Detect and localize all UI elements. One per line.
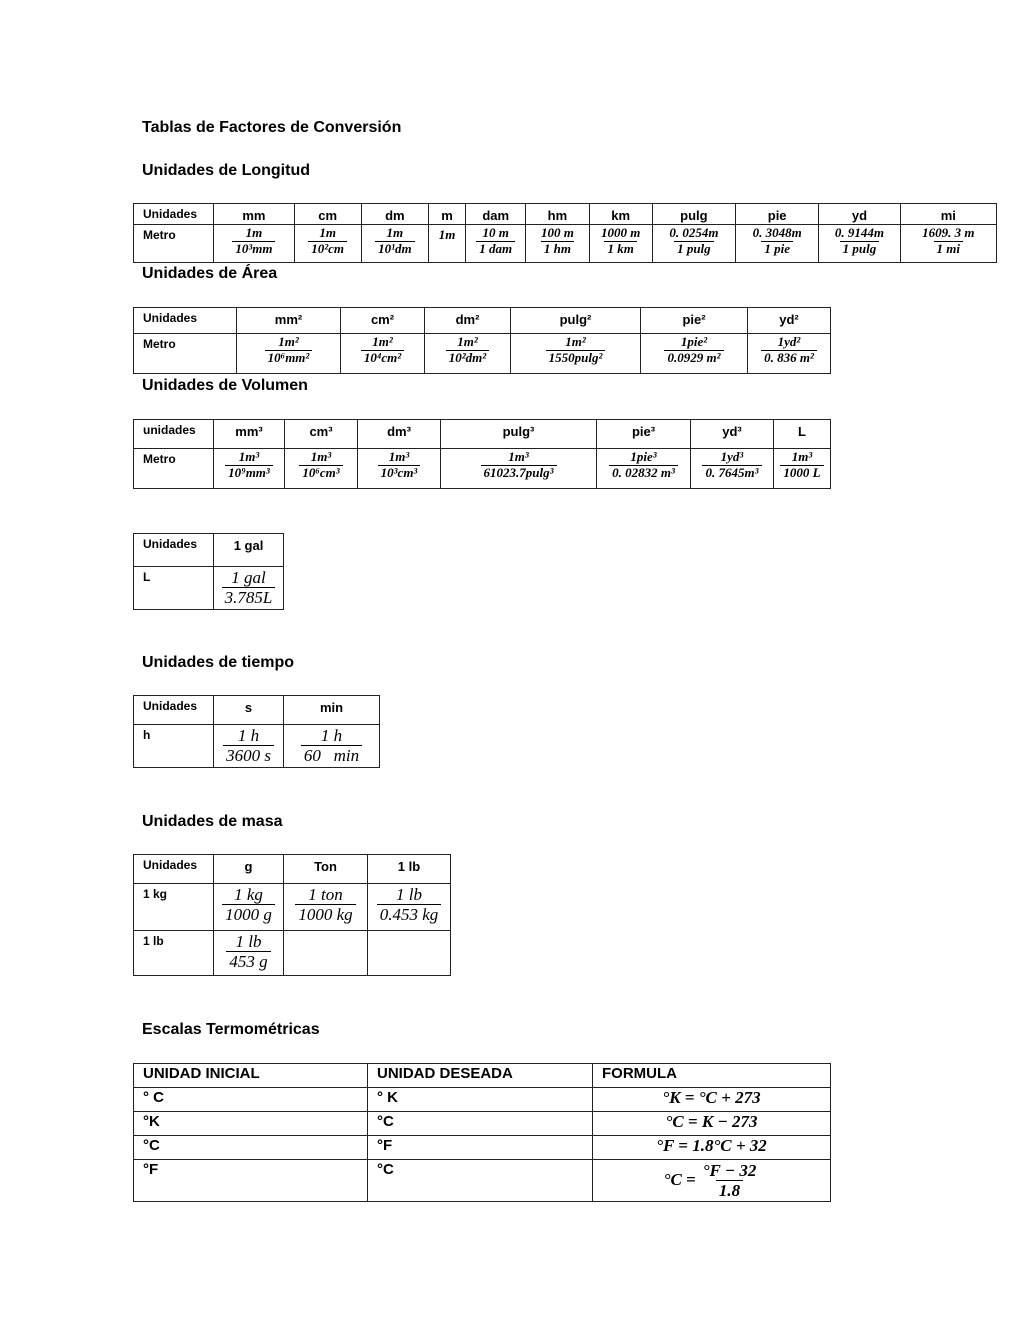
temperatura-row	[134, 1160, 831, 1202]
fraction-denominator: 0. 7645m³	[702, 465, 761, 481]
fraction-denominator: 10⁶mm²	[265, 350, 313, 366]
fraction-denominator: 1.8	[716, 1180, 743, 1200]
masa-heading: Unidades de masa	[142, 813, 283, 830]
conversion-fraction	[666, 225, 721, 256]
fraction-denominator: 10³mm	[232, 241, 275, 257]
volumen-factor-row	[134, 449, 831, 489]
area-header-row	[134, 308, 831, 334]
document-title: Tablas de Factores de Conversión	[142, 119, 402, 136]
conversion-fraction	[664, 334, 723, 365]
fraction-denominator: 61023.7pulg³	[481, 465, 557, 481]
unit-header: 1 gal	[214, 534, 284, 567]
formula-fraction	[664, 1160, 760, 1200]
fraction-numerator: 0. 0254m	[669, 225, 719, 240]
row-label-h: h	[134, 725, 214, 768]
conversion-value: 1m	[438, 227, 456, 242]
unit-header: pie	[736, 204, 819, 225]
fraction-numerator: 1 ton	[308, 885, 343, 904]
conversion-fraction	[761, 334, 817, 365]
fraction-denominator: 1 pulg	[674, 241, 714, 257]
conversion-fraction	[301, 725, 362, 765]
fraction-denominator: 0.0929 m²	[664, 350, 723, 366]
fraction-numerator: 1 h	[320, 726, 343, 745]
fraction-numerator: 1m²	[372, 334, 393, 349]
unit-header: L	[774, 420, 831, 449]
fraction-numerator: 1yd²	[777, 334, 801, 349]
fraction-denominator: 1000 L	[780, 465, 823, 481]
fraction-denominator: 10⁶cm³	[299, 465, 342, 481]
fraction-numerator: 1m	[386, 225, 404, 240]
fraction-denominator: 1 pie	[761, 241, 793, 257]
row-label-l: L	[134, 567, 214, 610]
conversion-fraction	[700, 1160, 760, 1200]
fraction-denominator: 1 mi	[934, 241, 963, 257]
unit-header: pulg²	[511, 308, 641, 334]
conversion-fraction	[481, 449, 557, 480]
conversion-fraction	[377, 884, 442, 924]
unit-header: cm³	[285, 420, 358, 449]
unit-header: dm²	[425, 308, 511, 334]
conversion-fraction	[750, 225, 805, 256]
unidad-inicial: °K	[134, 1112, 368, 1136]
unit-header: yd³	[691, 420, 774, 449]
fraction-denominator: 1000 g	[222, 904, 275, 924]
conversion-fraction	[446, 334, 489, 365]
galon-header-row	[134, 534, 284, 567]
unidad-inicial: °C	[134, 1136, 368, 1160]
unit-header: pie³	[597, 420, 691, 449]
row-label-unidades: Unidades	[134, 534, 214, 567]
temperatura-heading: Escalas Termométricas	[142, 1021, 320, 1038]
conversion-fraction	[609, 449, 678, 480]
fraction-denominator: 3600 s	[223, 745, 274, 765]
fraction-denominator: 10²cm	[308, 241, 347, 257]
galon-factor-row	[134, 567, 284, 610]
fraction-numerator: 1m²	[457, 334, 478, 349]
longitud-table	[133, 203, 997, 263]
fraction-numerator: 1pie²	[680, 334, 708, 349]
conversion-fraction	[702, 449, 761, 480]
unit-header: mi	[900, 204, 996, 225]
fraction-numerator: 1 kg	[234, 885, 263, 904]
formula: °C = K − 273	[593, 1112, 831, 1136]
row-label-lb: 1 lb	[134, 931, 214, 976]
unit-header: cm²	[341, 308, 425, 334]
conversion-fraction	[361, 334, 404, 365]
conversion-fraction	[308, 225, 347, 256]
longitud-header-row	[134, 204, 997, 225]
fraction-denominator: 60 min	[301, 745, 362, 765]
unit-header: mm³	[214, 420, 285, 449]
area-table	[133, 307, 831, 374]
fraction-numerator: 1m³	[310, 449, 332, 464]
conversion-fraction	[832, 225, 887, 256]
volumen-table	[133, 419, 831, 489]
unit-header: 1 lb	[368, 855, 451, 884]
unit-header: pulg³	[441, 420, 597, 449]
fraction-denominator: 10³cm³	[378, 465, 421, 481]
row-label-unidades: Unidades	[134, 204, 214, 225]
masa-factor-row	[134, 931, 451, 976]
unit-header: yd	[819, 204, 900, 225]
masa-factor-row	[134, 884, 451, 931]
fraction-numerator: 0. 9144m	[834, 225, 884, 240]
fraction-numerator: 1yd³	[720, 449, 744, 464]
row-label-unidades: Unidades	[134, 308, 237, 334]
unit-header: m	[428, 204, 465, 225]
galon-table	[133, 533, 284, 610]
unidad-deseada: °F	[368, 1136, 593, 1160]
conversion-fraction	[780, 449, 823, 480]
longitud-heading: Unidades de Longitud	[142, 162, 310, 179]
tiempo-header-row	[134, 696, 380, 725]
fraction-denominator: 1 hm	[541, 241, 574, 257]
unit-header: dam	[466, 204, 526, 225]
fraction-denominator: 1550pulg²	[546, 350, 606, 366]
unidad-deseada: ° K	[368, 1088, 593, 1112]
fraction-denominator: 0. 02832 m³	[609, 465, 678, 481]
row-label-unidades: Unidades	[134, 855, 214, 884]
unit-header: yd²	[748, 308, 831, 334]
fraction-numerator: 1m³	[388, 449, 410, 464]
fraction-numerator: 1609. 3 m	[922, 225, 975, 240]
fraction-numerator: 1m³	[791, 449, 813, 464]
unit-header: Ton	[284, 855, 368, 884]
unidad-deseada: °C	[368, 1160, 593, 1202]
fraction-denominator: 1 km	[604, 241, 636, 257]
formula: °K = °C + 273	[593, 1088, 831, 1112]
fraction-denominator: 10²dm²	[446, 350, 489, 366]
unit-header: mm	[214, 204, 294, 225]
unit-header: cm	[294, 204, 361, 225]
fraction-numerator: 1m	[245, 225, 263, 240]
tiempo-heading: Unidades de tiempo	[142, 654, 295, 671]
fraction-numerator: 1 h	[237, 726, 260, 745]
row-label-unidades: Unidades	[134, 696, 214, 725]
fraction-numerator: 1 gal	[231, 568, 266, 587]
fraction-denominator: 1 dam	[476, 241, 515, 257]
conversion-fraction	[546, 334, 606, 365]
unit-header: dm³	[358, 420, 441, 449]
row-label-kg: 1 kg	[134, 884, 214, 931]
row-label-metro: Metro	[134, 449, 214, 489]
row-label-metro: Metro	[134, 225, 214, 263]
fraction-denominator: 10⁴cm²	[361, 350, 404, 366]
unit-header: pulg	[652, 204, 735, 225]
column-header: FORMULA	[593, 1064, 831, 1088]
conversion-fraction	[232, 225, 275, 256]
fraction-numerator: 1m³	[238, 449, 260, 464]
tiempo-table	[133, 695, 380, 768]
formula	[593, 1160, 831, 1202]
fraction-denominator: 0. 836 m²	[761, 350, 817, 366]
fraction-denominator: 10⁹mm³	[225, 465, 273, 481]
conversion-fraction	[226, 931, 270, 971]
conversion-fraction	[598, 225, 643, 256]
unit-header: min	[284, 696, 380, 725]
unit-header: mm²	[237, 308, 341, 334]
conversion-fraction	[919, 225, 977, 256]
empty-cell	[368, 931, 451, 976]
unit-header: g	[214, 855, 284, 884]
conversion-fraction	[265, 334, 313, 365]
unit-header: hm	[526, 204, 589, 225]
temperatura-table	[133, 1063, 831, 1202]
fraction-numerator: 1 lb	[396, 885, 422, 904]
unit-header: dm	[361, 204, 428, 225]
temperatura-row	[134, 1088, 831, 1112]
row-label-metro: Metro	[134, 334, 237, 374]
fraction-denominator: 3.785L	[222, 587, 276, 607]
fraction-numerator: 1m²	[565, 334, 586, 349]
unit-header: s	[214, 696, 284, 725]
fraction-numerator: 100 m	[540, 225, 574, 240]
unidad-inicial: °F	[134, 1160, 368, 1202]
unit-header: km	[589, 204, 652, 225]
formula-lhs: °C =	[663, 1170, 696, 1190]
fraction-denominator: 1 pulg	[840, 241, 880, 257]
row-label-unidades: unidades	[134, 420, 214, 449]
area-factor-row	[134, 334, 831, 374]
volumen-header-row	[134, 420, 831, 449]
fraction-numerator: 1 lb	[235, 932, 262, 951]
conversion-fraction	[476, 225, 515, 256]
conversion-fraction	[538, 225, 577, 256]
fraction-denominator: 1000 kg	[295, 904, 355, 924]
column-header: UNIDAD INICIAL	[134, 1064, 368, 1088]
fraction-denominator: 0.453 kg	[377, 904, 442, 924]
formula: °F = 1.8°C + 32	[593, 1136, 831, 1160]
conversion-fraction	[223, 725, 274, 765]
unidad-deseada: °C	[368, 1112, 593, 1136]
temperatura-header-row	[134, 1064, 831, 1088]
conversion-fraction	[299, 449, 342, 480]
unit-header: pie²	[641, 308, 748, 334]
fraction-numerator: 10 m	[482, 225, 509, 240]
conversion-fraction	[225, 449, 273, 480]
fraction-denominator: 10¹dm	[375, 241, 415, 257]
temperatura-row	[134, 1136, 831, 1160]
empty-cell	[284, 931, 368, 976]
masa-header-row	[134, 855, 451, 884]
column-header: UNIDAD DESEADA	[368, 1064, 593, 1088]
unidad-inicial: ° C	[134, 1088, 368, 1112]
fraction-numerator: 1pie³	[630, 449, 657, 464]
fraction-numerator: 1m²	[278, 334, 299, 349]
tiempo-factor-row	[134, 725, 380, 768]
conversion-fraction	[378, 449, 421, 480]
area-heading: Unidades de Área	[142, 265, 278, 282]
conversion-fraction	[222, 884, 275, 924]
longitud-factor-row	[134, 225, 997, 263]
conversion-fraction	[295, 884, 355, 924]
masa-table	[133, 854, 451, 976]
temperatura-row	[134, 1112, 831, 1136]
conversion-fraction	[222, 567, 276, 607]
fraction-numerator: 1m³	[508, 449, 529, 464]
fraction-numerator: 0. 3048m	[752, 225, 802, 240]
volumen-heading: Unidades de Volumen	[142, 377, 308, 394]
fraction-denominator: 453 g	[226, 951, 270, 971]
fraction-numerator: 1000 m	[600, 225, 641, 240]
fraction-numerator: °F − 32	[702, 1161, 757, 1180]
fraction-numerator: 1m	[319, 225, 336, 240]
conversion-fraction	[375, 225, 415, 256]
